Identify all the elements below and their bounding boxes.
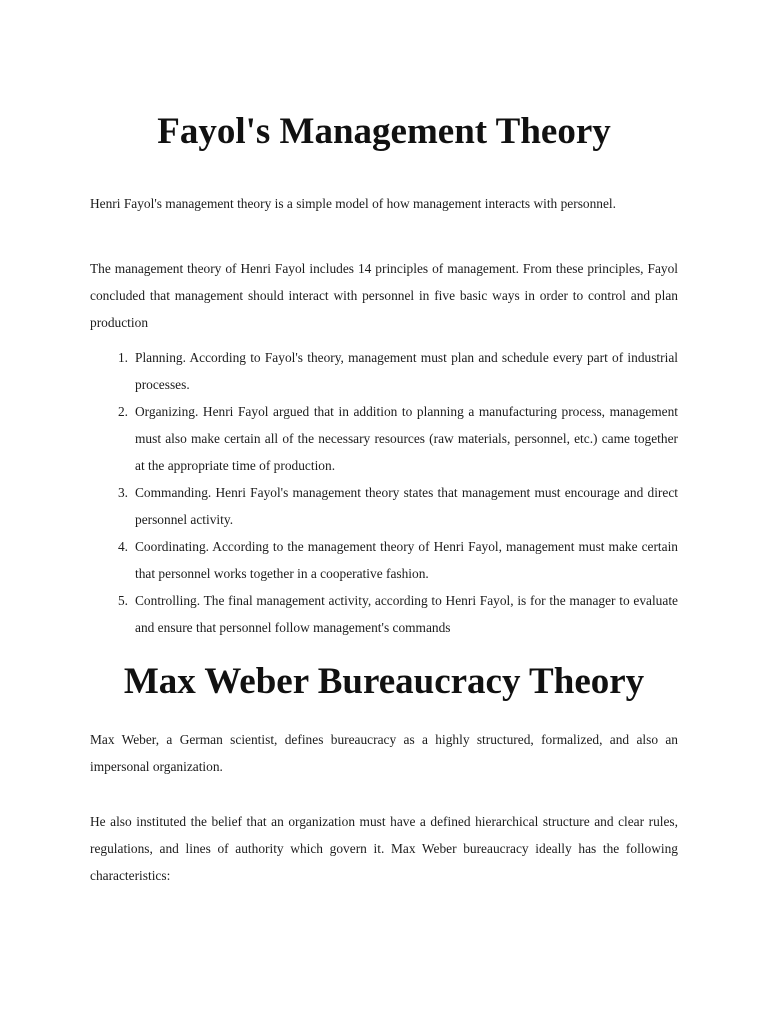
list-item-number: 2.: [117, 404, 128, 419]
list-item-text: Organizing. Henri Fayol argued that in addition to planning a manufacturing process, management must also make certain all of the necessary resources (raw materials, personnel, etc.) came together at the appropriate time of production.: [135, 404, 678, 473]
paragraph-fayol-principles: The management theory of Henri Fayol includes 14 principles of management. From these principles, Fayol concluded that management should interact with personnel in five basic ways in order to control and plan production: [90, 261, 678, 330]
list-item-number: 4.: [117, 539, 128, 554]
list-item: [117, 533, 678, 587]
list-item-text: Planning. According to Fayol's theory, management must plan and schedule every part of industrial processes.: [135, 350, 678, 392]
list-item: [117, 587, 678, 641]
list-item-text: Coordinating. According to the management theory of Henri Fayol, management must make certain that personnel works together in a cooperative fashion.: [135, 539, 678, 581]
paragraph-weber-characteristics: He also instituted the belief that an organization must have a defined hierarchical structure and clear rules, regulations, and lines of authority which govern it. Max Weber bureaucracy ideally has the following characteristics:: [90, 814, 678, 883]
list-item: [117, 344, 678, 398]
paragraph-fayol-intro: Henri Fayol's management theory is a simple model of how management interacts with personnel.: [90, 196, 617, 211]
list-item-number: 1.: [117, 350, 128, 365]
section-title-weber: Max Weber Bureaucracy Theory: [123, 661, 645, 702]
list-item-text: Controlling. The final management activity, according to Henri Fayol, is for the manager to evaluate and ensure that personnel follow management's commands: [135, 593, 678, 635]
paragraph-weber-definition: Max Weber, a German scientist, defines bureaucracy as a highly structured, formalized, and also an impersonal organization.: [90, 732, 678, 774]
list-item: [117, 479, 678, 533]
fayol-functions-list: [117, 344, 678, 641]
list-item-text: Commanding. Henri Fayol's management theory states that management must encourage and direct personnel activity.: [135, 485, 678, 527]
list-item-number: 5.: [117, 593, 128, 608]
list-item: [117, 398, 678, 479]
list-item-number: 3.: [117, 485, 128, 500]
section-title-fayol: Fayol's Management Theory: [157, 111, 611, 152]
